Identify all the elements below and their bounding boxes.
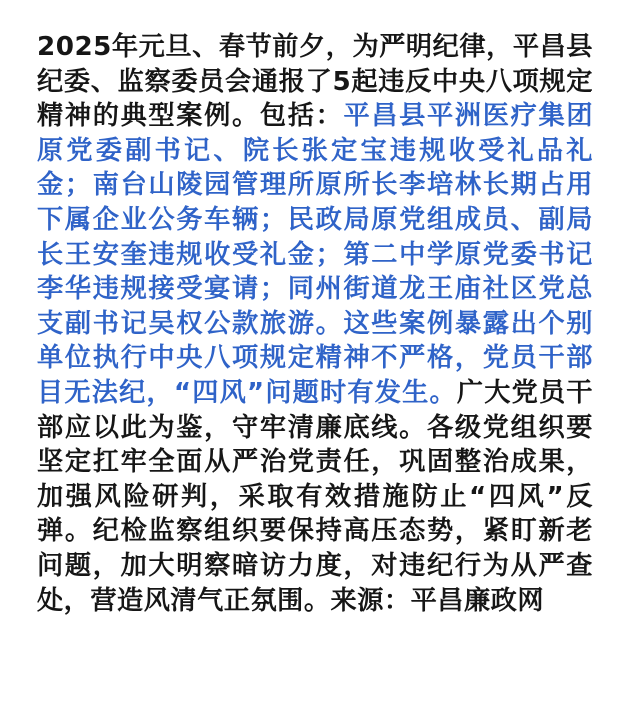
- article-intro: 2025年元旦、春节前夕，为严明纪律，平昌县纪委、监察委员会通报了5起违反中央八项规定精神的典型案例。包括：: [37, 32, 593, 132]
- article-conclusion: 广大党员干部应以此为鉴，守牢清廉底线。各级党组织要坚定扛牢全面从严治党责任，巩固整治成果，加强风险研判，采取有效措施防止“四风”反弹。纪检监察组织要保持高压态势，紧盯新老问题，加大明察暗访力度，对违纪行为从严查处，营造风清气正氛围。来源：平昌廉政网: [37, 377, 593, 616]
- article-body: [37, 30, 593, 618]
- article-cases-highlight: 平昌县平洲医疗集团原党委副书记、院长张定宝违规收受礼品礼金；南台山陵园管理所原所长李培林长期占用下属企业公务车辆；民政局原党组成员、副局长王安奎违规收受礼金；第二中学原党委书记李华违规接受宴请；同州街道龙王庙社区党总支副书记吴权公款旅游。这些案例暴露出个别单位执行中央八项规定精神不严格，党员干部目无法纪，“四风”问题时有发生。: [37, 101, 594, 408]
